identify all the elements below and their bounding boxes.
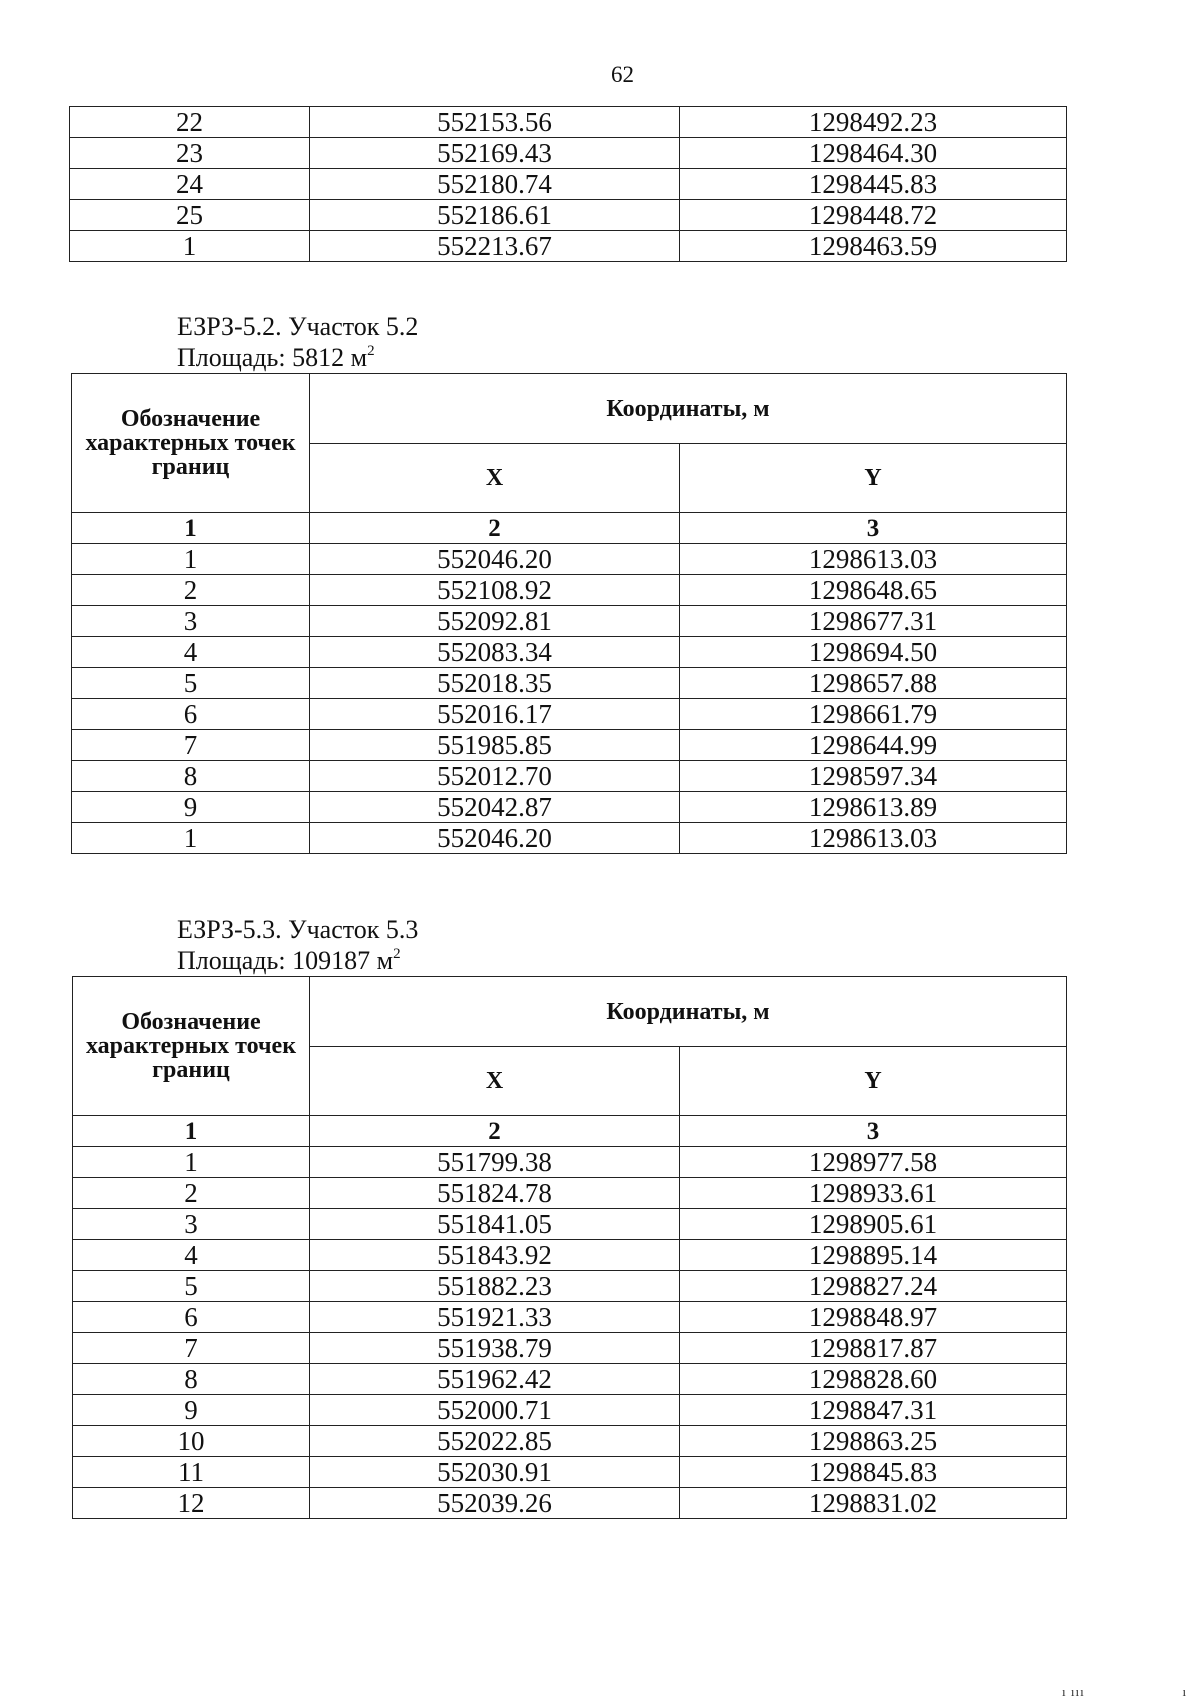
y-coordinate-cell: 1298613.03 [680, 544, 1067, 575]
y-coordinate-cell: 1298831.02 [680, 1488, 1067, 1519]
table-row [72, 544, 1067, 575]
y-coordinate-cell: 1298848.97 [680, 1302, 1067, 1333]
y-coordinate-cell: 1298613.03 [680, 823, 1067, 854]
point-number-cell: 1 [73, 1147, 310, 1178]
column-number-1: 1 [72, 513, 310, 544]
y-coordinate-cell: 1298977.58 [680, 1147, 1067, 1178]
column-number-3: 3 [680, 1116, 1067, 1147]
section-5-3-area-label: Площадь: 109187 м [177, 946, 394, 975]
table-row [72, 823, 1067, 854]
section-5-2-table-body [72, 544, 1067, 854]
x-coordinate-cell: 552012.70 [310, 761, 680, 792]
scan-marks: ı ııı ı [1062, 1684, 1188, 1699]
table-row [72, 606, 1067, 637]
x-coordinate-cell: 552016.17 [310, 699, 680, 730]
x-coordinate-cell: 552042.87 [310, 792, 680, 823]
table-row [70, 107, 1067, 138]
table-row [73, 1395, 1067, 1426]
x-coordinate-cell: 552186.61 [310, 200, 680, 231]
section-5-3-area [177, 945, 418, 976]
point-number-cell: 2 [73, 1178, 310, 1209]
y-coordinate-cell: 1298863.25 [680, 1426, 1067, 1457]
section-5-3-caption [177, 914, 418, 976]
point-number-cell: 1 [72, 823, 310, 854]
y-coordinate-cell: 1298817.87 [680, 1333, 1067, 1364]
y-coordinate-cell: 1298492.23 [680, 107, 1067, 138]
x-header: X [310, 444, 680, 513]
continued-table-body [70, 107, 1067, 262]
x-coordinate-cell: 552000.71 [310, 1395, 680, 1426]
table-row [70, 231, 1067, 262]
x-coordinate-cell: 551985.85 [310, 730, 680, 761]
x-coordinate-cell: 552039.26 [310, 1488, 680, 1519]
table-row [70, 138, 1067, 169]
table-row [73, 1302, 1067, 1333]
point-number-cell: 9 [72, 792, 310, 823]
table-row [73, 1178, 1067, 1209]
x-coordinate-cell: 552092.81 [310, 606, 680, 637]
y-coordinate-cell: 1298644.99 [680, 730, 1067, 761]
y-coordinate-cell: 1298905.61 [680, 1209, 1067, 1240]
table-row [72, 637, 1067, 668]
x-coordinate-cell: 552046.20 [310, 544, 680, 575]
y-coordinate-cell: 1298677.31 [680, 606, 1067, 637]
section-5-2-coordinates-table [71, 373, 1067, 854]
page-number: 62 [611, 62, 634, 87]
table-row [72, 792, 1067, 823]
point-label-header: Обозначение характерных точек границ [73, 977, 310, 1116]
point-number-cell: 25 [70, 200, 310, 231]
y-coordinate-cell: 1298694.50 [680, 637, 1067, 668]
point-number-cell: 22 [70, 107, 310, 138]
x-coordinate-cell: 551938.79 [310, 1333, 680, 1364]
x-coordinate-cell: 551962.42 [310, 1364, 680, 1395]
point-number-cell: 6 [73, 1302, 310, 1333]
x-coordinate-cell: 552083.34 [310, 637, 680, 668]
section-5-3-area-exponent: 2 [393, 946, 401, 962]
x-coordinate-cell: 552022.85 [310, 1426, 680, 1457]
point-number-cell: 8 [72, 761, 310, 792]
table-row [72, 668, 1067, 699]
y-header: Y [680, 444, 1067, 513]
y-coordinate-cell: 1298933.61 [680, 1178, 1067, 1209]
point-number-cell: 4 [73, 1240, 310, 1271]
y-coordinate-cell: 1298445.83 [680, 169, 1067, 200]
x-coordinate-cell: 551921.33 [310, 1302, 680, 1333]
point-number-cell: 3 [73, 1209, 310, 1240]
y-coordinate-cell: 1298895.14 [680, 1240, 1067, 1271]
x-coordinate-cell: 552108.92 [310, 575, 680, 606]
point-number-cell: 1 [70, 231, 310, 262]
y-coordinate-cell: 1298657.88 [680, 668, 1067, 699]
table-row [72, 699, 1067, 730]
point-number-cell: 11 [73, 1457, 310, 1488]
point-label-header: Обозначение характерных точек границ [72, 374, 310, 513]
point-number-cell: 12 [73, 1488, 310, 1519]
y-coordinate-cell: 1298847.31 [680, 1395, 1067, 1426]
coordinates-header: Координаты, м [310, 977, 1067, 1047]
table-row [72, 730, 1067, 761]
section-5-2-area-label: Площадь: 5812 м [177, 343, 368, 372]
table-row [70, 200, 1067, 231]
section-5-3-coordinates-table [72, 976, 1067, 1519]
table-row [72, 761, 1067, 792]
coordinates-header: Координаты, м [310, 374, 1067, 444]
y-coordinate-cell: 1298828.60 [680, 1364, 1067, 1395]
x-coordinate-cell: 551841.05 [310, 1209, 680, 1240]
y-coordinate-cell: 1298464.30 [680, 138, 1067, 169]
column-number-3: 3 [680, 513, 1067, 544]
point-number-cell: 24 [70, 169, 310, 200]
y-header: Y [680, 1047, 1067, 1116]
y-coordinate-cell: 1298448.72 [680, 200, 1067, 231]
x-coordinate-cell: 551799.38 [310, 1147, 680, 1178]
section-5-3-table-body [73, 1147, 1067, 1519]
point-number-cell: 4 [72, 637, 310, 668]
section-5-2-area-exponent: 2 [367, 343, 375, 359]
table-row [73, 1271, 1067, 1302]
column-number-2: 2 [310, 1116, 680, 1147]
x-coordinate-cell: 552213.67 [310, 231, 680, 262]
table-row [73, 1147, 1067, 1178]
y-coordinate-cell: 1298463.59 [680, 231, 1067, 262]
x-coordinate-cell: 552169.43 [310, 138, 680, 169]
y-coordinate-cell: 1298648.65 [680, 575, 1067, 606]
x-coordinate-cell: 552046.20 [310, 823, 680, 854]
section-5-3-title: ЕЗРЗ-5.3. Участок 5.3 [177, 915, 419, 944]
x-coordinate-cell: 552030.91 [310, 1457, 680, 1488]
point-number-cell: 6 [72, 699, 310, 730]
point-number-cell: 5 [72, 668, 310, 699]
y-coordinate-cell: 1298661.79 [680, 699, 1067, 730]
x-coordinate-cell: 551882.23 [310, 1271, 680, 1302]
y-coordinate-cell: 1298597.34 [680, 761, 1067, 792]
x-coordinate-cell: 552018.35 [310, 668, 680, 699]
continued-coordinates-table [69, 106, 1067, 262]
table-row [73, 1488, 1067, 1519]
table-row [73, 1364, 1067, 1395]
column-number-2: 2 [310, 513, 680, 544]
x-coordinate-cell: 551824.78 [310, 1178, 680, 1209]
section-5-2-caption [177, 311, 418, 373]
section-5-2-title: ЕЗРЗ-5.2. Участок 5.2 [177, 312, 419, 341]
point-number-cell: 9 [73, 1395, 310, 1426]
table-row [72, 575, 1067, 606]
point-number-cell: 8 [73, 1364, 310, 1395]
table-row [73, 1333, 1067, 1364]
x-coordinate-cell: 551843.92 [310, 1240, 680, 1271]
table-row [70, 169, 1067, 200]
x-coordinate-cell: 552153.56 [310, 107, 680, 138]
point-number-cell: 5 [73, 1271, 310, 1302]
column-number-1: 1 [73, 1116, 310, 1147]
section-5-2-area [177, 342, 418, 373]
point-number-cell: 10 [73, 1426, 310, 1457]
table-row [73, 1426, 1067, 1457]
x-coordinate-cell: 552180.74 [310, 169, 680, 200]
point-number-cell: 7 [73, 1333, 310, 1364]
y-coordinate-cell: 1298845.83 [680, 1457, 1067, 1488]
y-coordinate-cell: 1298613.89 [680, 792, 1067, 823]
x-header: X [310, 1047, 680, 1116]
table-row [73, 1240, 1067, 1271]
y-coordinate-cell: 1298827.24 [680, 1271, 1067, 1302]
point-number-cell: 7 [72, 730, 310, 761]
table-row [73, 1457, 1067, 1488]
point-number-cell: 2 [72, 575, 310, 606]
table-row [73, 1209, 1067, 1240]
point-number-cell: 3 [72, 606, 310, 637]
point-number-cell: 1 [72, 544, 310, 575]
point-number-cell: 23 [70, 138, 310, 169]
